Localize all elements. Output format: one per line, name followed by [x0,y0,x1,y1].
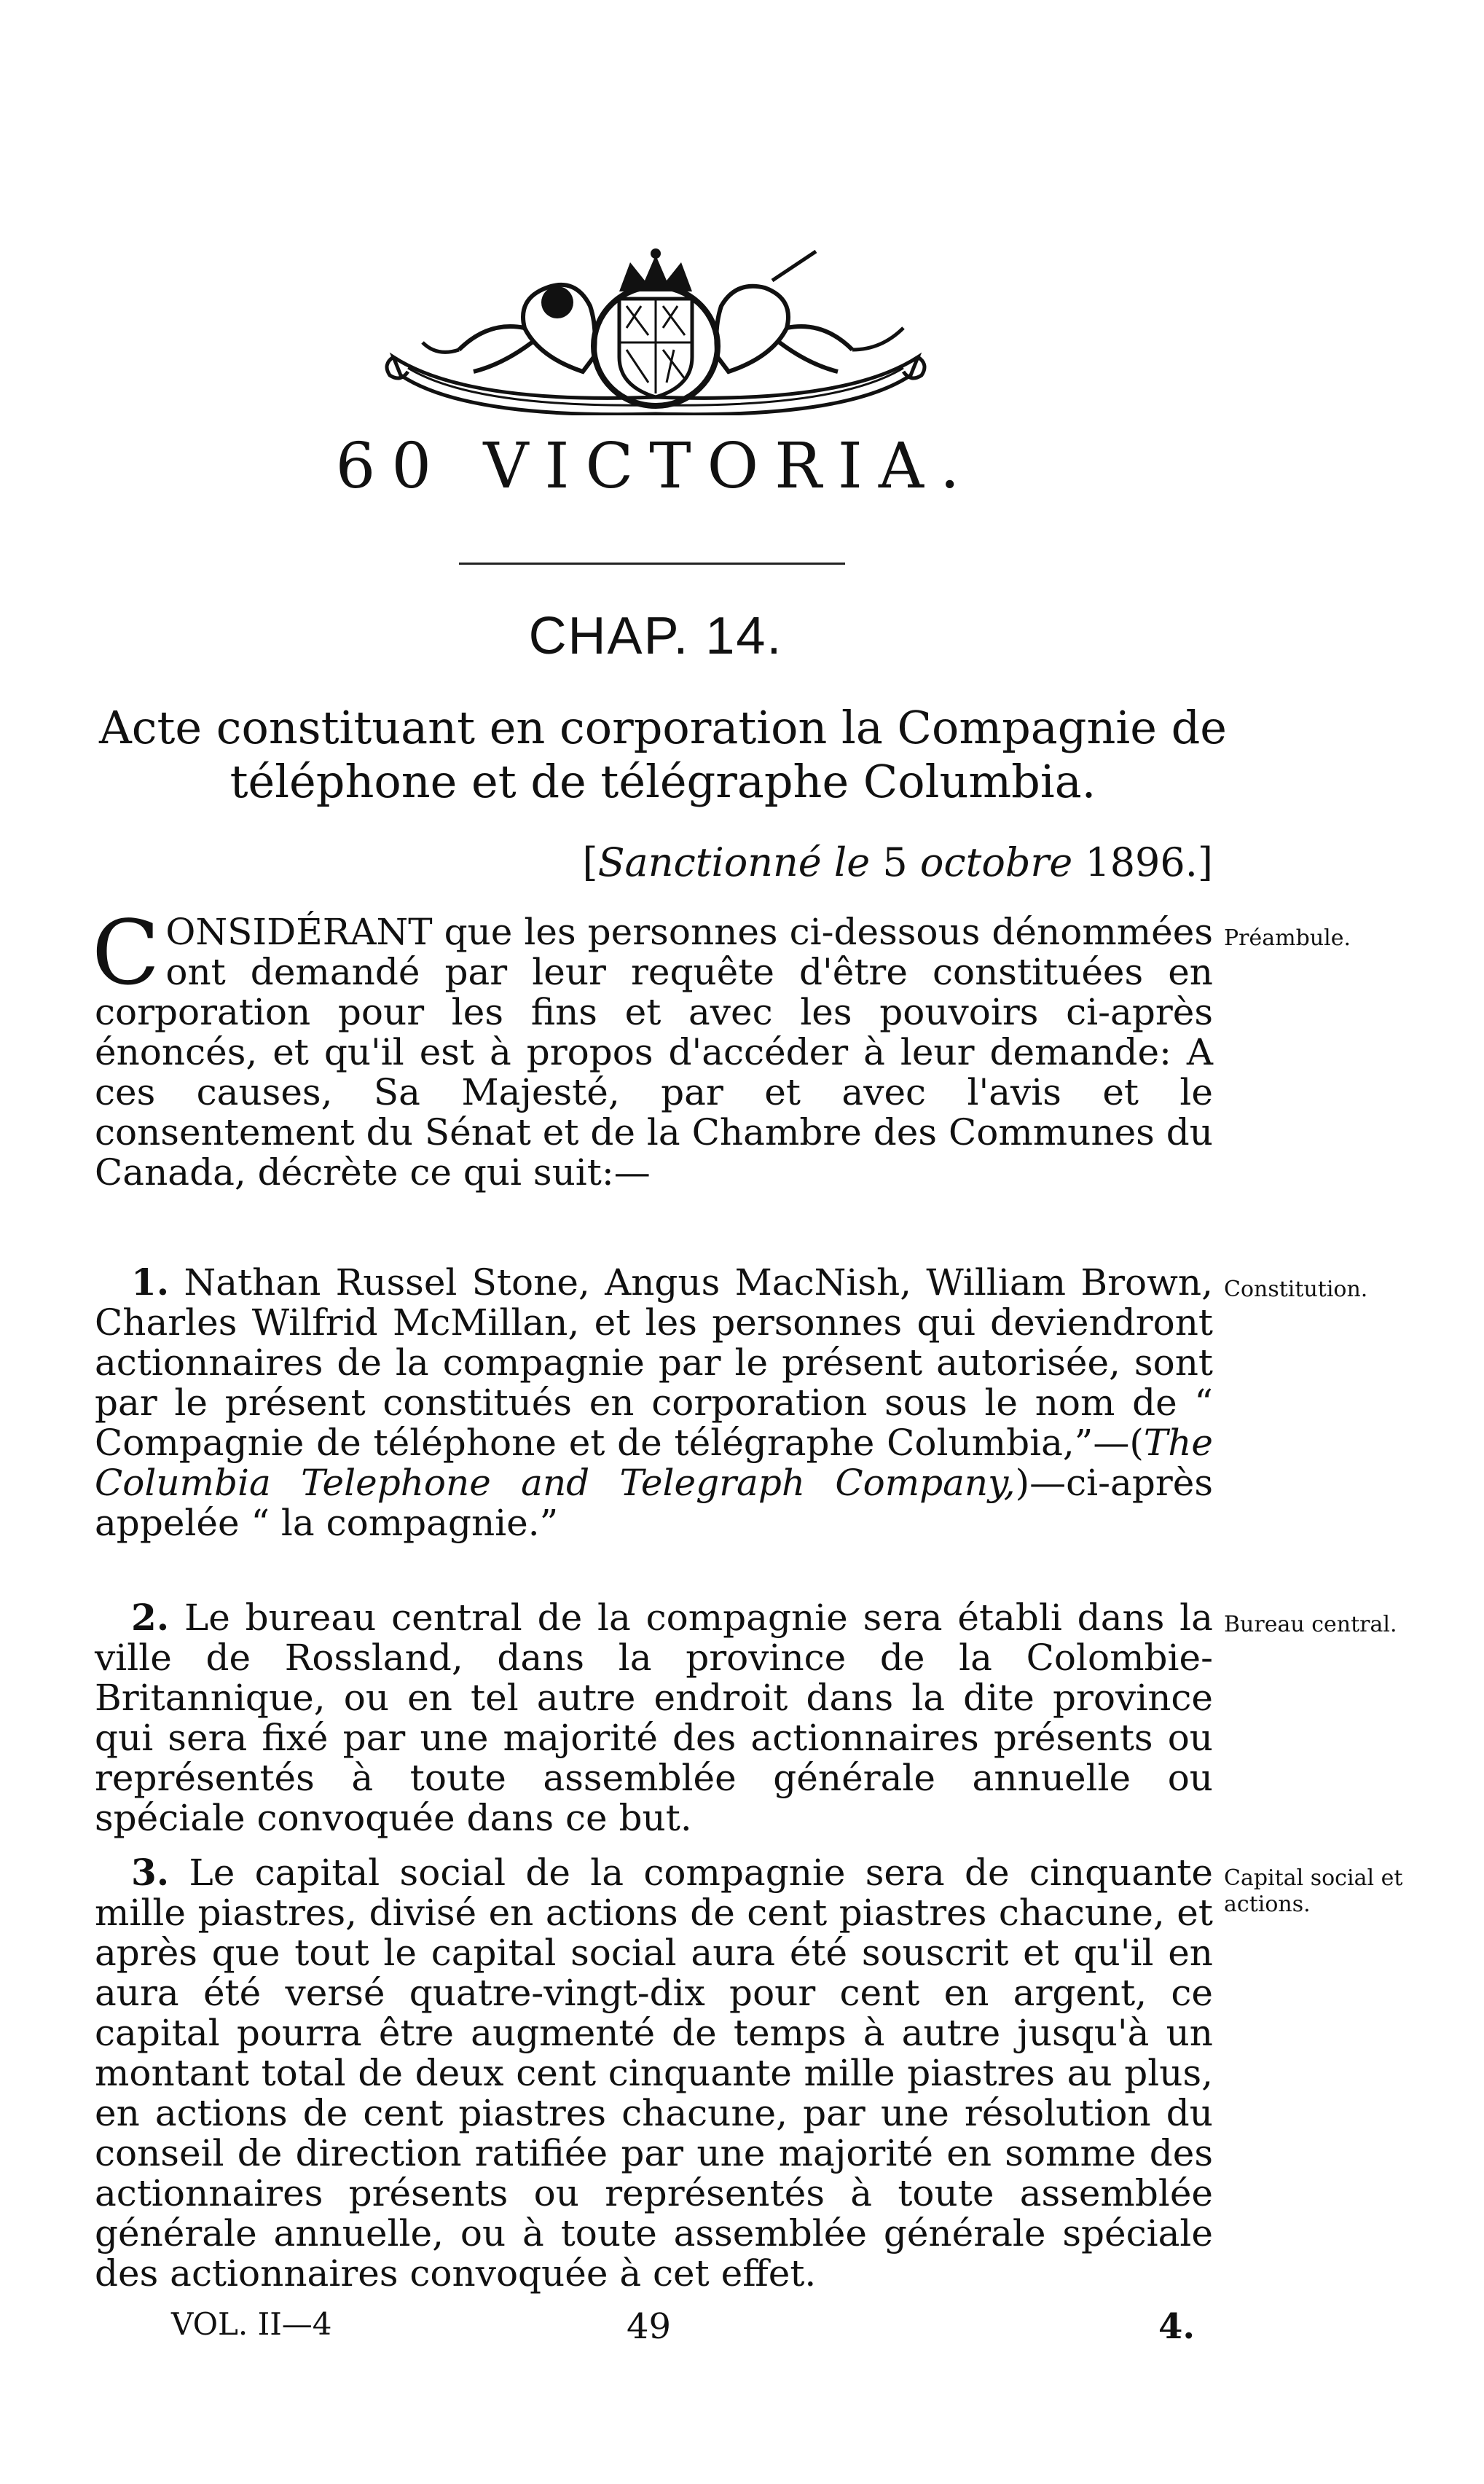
section-1-text-after: )—ci-après appelée “ la compagnie.” [95,1462,1213,1544]
margin-note-preamble: Préambule. [1224,925,1351,951]
royal-coat-of-arms-emblem [379,248,933,415]
footer-page-number: 49 [627,2306,672,2347]
section-3-paragraph [95,1852,1213,2294]
preamble-text: ONSIDÉRANT que les personnes ci-dessous dénommées ont demandé par leur requête d'être constituées en corporation pour les fins et avec les pouvoirs ci-après énoncés, et qu'il est à propos d'accéder à leur demande: A ces causes, Sa Majesté, par et avec l'avis et le consentement du Sénat et de la Chambre des Communes du Canada, décrète ce qui suit:— [95,911,1213,1194]
footer-volume: VOL. II—4 [171,2306,332,2342]
section-1-text-before: Nathan Russel Stone, Angus MacNish, William Brown, Charles Wilfrid McMillan, et les personnes qui deviendront actionnaires de la compagnie par le présent autorisée, sont par le présent constitués en corporation sous le nom de “ Compagnie de téléphone et de télégraphe Columbia,”—( [95,1261,1213,1464]
section-2-text: Le bureau central de la compagnie sera établi dans la ville de Rossland, dans la province de la Colombie-Britannique, ou en tel autre endroit dans la dite province qui sera fixé par une majorité des actionnaires présents ou représentés à toute assemblée générale annuelle ou spéciale convoquée dans ce but. [95,1596,1213,1839]
heading-divider [459,563,845,565]
act-title: Acte constituant en corporation la Compagnie de téléphone et de télégraphe Columbia. [98,701,1227,808]
section-3-text: Le capital social de la compagnie sera de cinquante mille piastres, divisé en actions de cent piastres chacune, et après que tout le capital social aura été souscrit et qu'il en aura été versé quatre-vingt-dix pour cent en argent, ce capital pourra être augmenté de temps à autre jusqu'à un montant total de deux cent cinquante mille piastres au plus, en actions de cent piastres chacune, par une résolution du conseil de direction ratifiée par une majorité en somme des actionnaires présents ou représentés à toute assemblée générale annuelle, ou à toute assemblée générale spéciale des actionnaires convoquée à cet effet. [95,1852,1213,2295]
chapter-heading: CHAP. 14. [528,607,783,665]
sanction-year: 1896.] [1072,839,1213,885]
section-3-number: 3. [131,1851,170,1894]
footer-signature-mark: 4. [1158,2306,1196,2347]
sanction-month: octobre [919,839,1073,885]
margin-note-capital-social: Capital social et actions. [1224,1865,1403,1917]
sanction-date [95,839,1213,885]
margin-note-constitution: Constitution. [1224,1277,1368,1302]
section-1-number: 1. [131,1261,170,1304]
regnal-year-heading: 60 VICTORIA. [335,430,976,503]
section-1-paragraph [95,1262,1213,1543]
sanction-day: 5 [870,839,920,885]
section-2-paragraph [95,1597,1213,1838]
preamble-dropcap: C [92,901,160,1005]
section-1-company-name: The Columbia Telephone and Telegraph Company, [95,1422,1213,1504]
sanction-label: Sanctionné le [597,839,871,885]
margin-note-bureau-central: Bureau central. [1224,1612,1397,1637]
sanction-open-bracket: [ [582,839,598,885]
section-2-number: 2. [131,1596,170,1639]
preamble-paragraph [92,901,1213,1194]
